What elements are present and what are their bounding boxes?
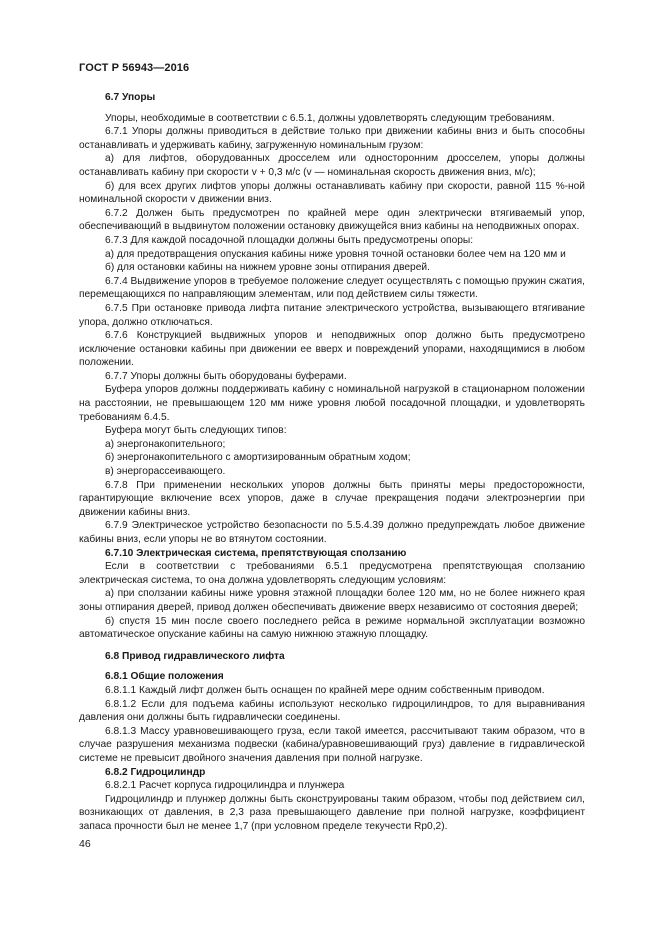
- paragraph: 6.7.7 Упоры должны быть оборудованы буферами.: [105, 370, 347, 382]
- paragraph: Гидроцилиндр и плунжер должны быть сконструированы таким образом, чтобы под действием сил, возникающих от давления, в 2,3 раза превышающего давление при полной нагрузке, коэффициент запаса прочности был не менее 1,7 (при условном пределе текучести Rp0,2).: [79, 793, 585, 832]
- paragraph: 6.8.1.2 Если для подъема кабины используют несколько гидроцилиндров, то для выравнивания давления они должны быть гидравлически соединены.: [79, 698, 585, 724]
- paragraph: 6.7.3 Для каждой посадочной площадки должны быть предусмотрены опоры:: [105, 234, 474, 246]
- paragraph: 6.8.1.3 Массу уравновешивающего груза, если такой имеется, рассчитывают таким образом, что в случае разрушения механизма подвески (кабина/уравновешивающий груз) давление в гидравлической системе не превысит двойного значения давления при полной нагрузке.: [79, 725, 585, 764]
- section-heading: 6.7 Упоры: [105, 92, 156, 103]
- paragraph: а) для предотвращения опускания кабины ниже уровня точной остановки более чем на 120 мм и: [105, 248, 566, 260]
- paragraph: б) для всех других лифтов упоры должны останавливать кабину при скорости, равной 115 %-ной номинальной скорости v движении вниз.: [79, 180, 585, 206]
- paragraph: 6.7.5 При остановке привода лифта питание электрического устройства, вызывающего втягивание упора, должно отключаться.: [79, 302, 585, 328]
- document-header: ГОСТ Р 56943—2016: [79, 62, 190, 74]
- paragraph: а) энергонакопительного;: [105, 438, 226, 450]
- section-heading: 6.7.10 Электрическая система, препятствующая сползанию: [105, 547, 407, 559]
- paragraph: Если в соответствии с требованиями 6.5.1 предусмотрена препятствующая сползанию электрическая система, то она должна удовлетворять следующим условиям:: [79, 561, 585, 586]
- paragraph: 6.7.9 Электрическое устройство безопасности по 5.5.4.39 должно предупреждать любое движение кабины вниз, если упоры не во втянутом состоянии.: [79, 520, 585, 545]
- paragraph: а) при сползании кабины ниже уровня этажной площадки более 120 мм, но не более нижнего края зоны отпирания дверей, привод должен обеспечивать движение вверх независимо от состояния дверей;: [79, 588, 585, 613]
- paragraph: б) спустя 15 мин после своего последнего рейса в режиме нормальной эксплуатации возможно автоматическое опускание кабины на самую нижнюю этажную площадку.: [79, 615, 585, 641]
- paragraph: Упоры, необходимые в соответствии с 6.5.1, должны удовлетворять следующим требованиям.: [105, 112, 555, 124]
- paragraph: 6.8.1.1 Каждый лифт должен быть оснащен по крайней мере одним собственным приводом.: [105, 684, 545, 696]
- document-body: [79, 88, 585, 833]
- paragraph: Буфера упоров должны поддерживать кабину с номинальной нагрузкой в стационарном положении на расстоянии, не превышающем 120 мм ниже уровня любой посадочной площадки, и удовлетворять требованиям 6.4.5.: [79, 384, 585, 423]
- page-number: 46: [79, 838, 91, 850]
- section-heading: 6.8.1 Общие положения: [105, 671, 224, 683]
- paragraph: 6.7.1 Упоры должны приводиться в действие только при движении кабины вниз и быть способны останавливать и удерживать кабину, загруженную номинальным грузом:: [79, 126, 585, 151]
- paragraph: б) энергонакопительного с амортизированным обратным ходом;: [105, 452, 411, 464]
- section-heading: 6.8 Привод гидравлического лифта: [105, 650, 285, 662]
- paragraph: 6.8.2.1 Расчет корпуса гидроцилиндра и плунжера: [105, 780, 345, 792]
- paragraph: 6.7.6 Конструкцией выдвижных упоров и неподвижных опор должно быть предусмотрено исключение остановки кабины при движении ее вверх и повреждений упорами, находящимися в любом положении.: [79, 330, 585, 369]
- paragraph: 6.7.8 При применении нескольких упоров должны быть приняты меры предосторожности, гарантирующие включение всех упоров, даже в случае прекращения подачи электроэнергии при движении кабины вниз.: [79, 479, 585, 518]
- paragraph: 6.7.4 Выдвижение упоров в требуемое положение следует осуществлять с помощью пружин сжатия, перемещающихся по направляющим элементам, или под действием силы тяжести.: [79, 275, 585, 301]
- paragraph: в) энергорассеивающего.: [105, 466, 226, 478]
- paragraph: 6.7.2 Должен быть предусмотрен по крайней мере один электрически втягиваемый упор, обеспечивающий в выдвинутом положении остановку движущейся вниз кабины на неподвижных опорах.: [79, 207, 585, 233]
- section-heading: 6.8.2 Гидроцилиндр: [105, 766, 206, 778]
- paragraph: Буфера могут быть следующих типов:: [105, 425, 287, 437]
- paragraph: б) для остановки кабины на нижнем уровне зоны отпирания дверей.: [105, 262, 430, 274]
- paragraph: а) для лифтов, оборудованных дросселем или односторонним дросселем, упоры должны останавливать кабину при скорости v + 0,3 м/с (v — номинальная скорость движения вниз, м/с);: [79, 153, 585, 178]
